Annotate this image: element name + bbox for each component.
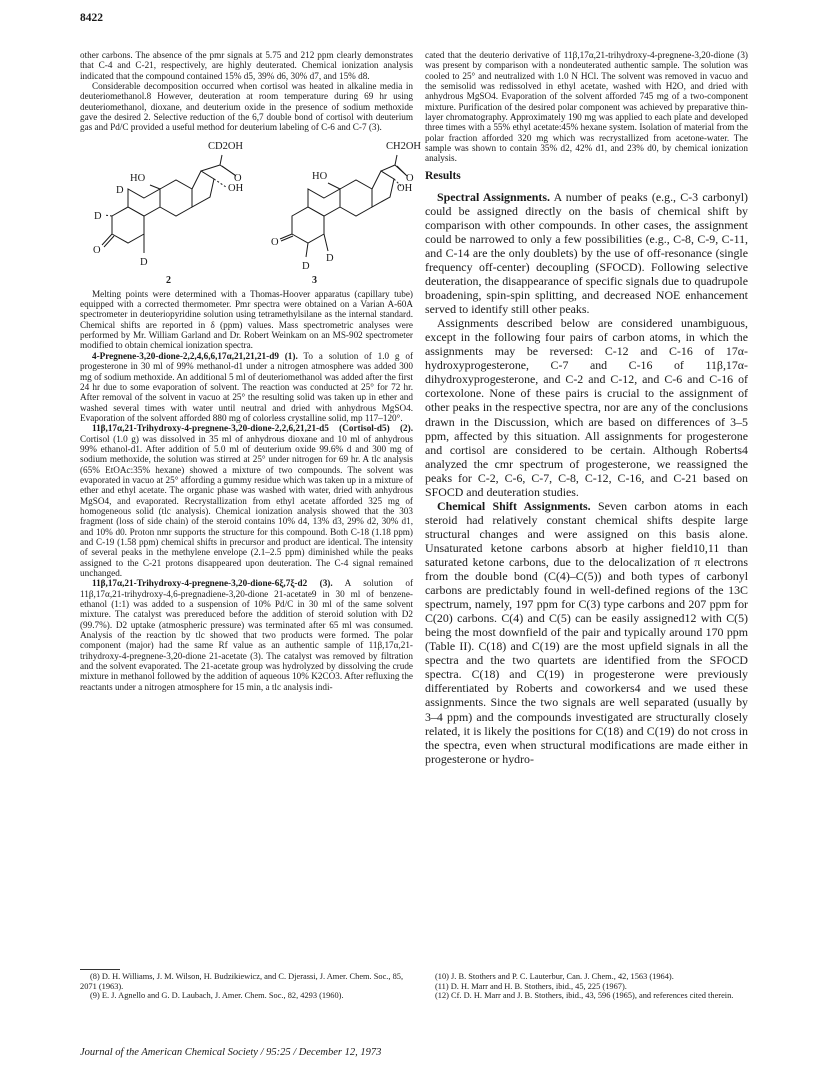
journal-footer: Journal of the American Chemical Society / 95:25 / December 12, 1973 (80, 1047, 382, 1058)
left-para-compound-2 (80, 423, 413, 578)
structure-3-oh-label: OH (397, 182, 413, 194)
compound-1-text: To a solution of 1.0 g of progesterone in 30 ml of 99% methanol-d1 under a nitrogen atmosphere was added 300 mg of sodium methoxide. An additional 5 ml of deuteriomethanol was added after the first 24 hr due to some evaporation of solvent. The reaction was conducted at 25° for 72 hr. After removal of the solvent in vacuo at 25° the resulting solid was taken up in ether and washed several times with water until neutral and dried with anhydrous MgSO4. Evaporation of the solvent afforded 880 mg of colorless crystalline solid, mp 117–120°. (80, 350, 414, 423)
structure-2-d-left-label: D (94, 210, 102, 222)
compound-3-text: A solution of 11β,17α,21-trihydroxy-4,6-pregnadiene-3,20-dione 21-acetate9 in 30 ml of benzene-ethanol (1:1) was added to a suspension of 10% Pd/C in 30 ml of the same solvent mixture. The catalyst was prereduced before the addition of steroid solution with D2 (99.7%). D2 uptake (atmospheric pressure) was terminated after 65 ml was consumed. Analysis of the reaction by tlc showed that two products were formed. The polar component (major) had the same Rf value as an authentic sample of 11β,17α,21-trihydroxy-4-pregnene-3,20-dione 21-acetate (3). The catalyst was removed by filtration and the solvent evaporated. The 21-acetate group was hydrolyzed by dissolving the crude mixture in methanol followed by the addition of aqueous 10% K2CO3. After refluxing the reactants under a nitrogen atmosphere for 15 min, a tlc analysis indi- (80, 578, 414, 692)
right-para-chemical-shift-assignments (425, 499, 748, 766)
right-column (425, 50, 748, 766)
structure-2-oh-label: OH (228, 182, 244, 194)
right-para-assignments-unambiguous: Assignments described below are considered unambiguous, except in the following four pairs of carbon atoms, in which the assignments may be reversed: C-12 and C-16 of 17α-hydroxyprogesterone, C-7 and C-16 of 11β,17α-dihydroxyprogesterone, and C-2 and C-12, and C-6 and C-16 of cortexolone. None of these pairs is crucial to the assignment of other peaks in the respective spectra, nor are any of the conclusions drawn in the Discussion, which are based on differences of 3–5 ppm, affected by this situation. All assignments for progesterone and cortisol are considered to be certain. Although Roberts4 analyzed the cmr spectrum of progesterone, we reassigned the peaks for C-2, C-6, C-7, C-8, C-12, C-16, and C-21 based on SFOCD and deuteration studies. (425, 316, 748, 499)
structure-2-d-bottom-label: D (140, 256, 148, 268)
structure-3-ring-c (340, 180, 372, 216)
compound-1-heading: 4-Pregnene-3,20-dione-2,2,4,6,6,17α,21,21,21-d9 (1). (92, 350, 298, 361)
spectral-assignments-text: A number of peaks (e.g., C-3 carbonyl) could be assigned directly on the basis of chemical shift by comparison with other compounds. In other cases, the assignment could be narrowed to only a few possibilities (e.g., C-8, C-9, C-11, and C-14 are the only doublets) by the use of off-resonance (single frequency off-center) decoupling (SFOCD). Following selective deuteration, the disappearance of specific signals due to quadrupole broadening, spin-spin splitting, and decreased NOE enhancement served to identify still other peaks. (425, 189, 748, 317)
footnote-10: (10) J. B. Stothers and P. C. Lauterbur, Can. J. Chem., 42, 1563 (1964). (435, 972, 674, 981)
right-para-continuation: cated that the deuterio derivative of 11β,17α,21-trihydroxy-4-pregnene-3,20-dione (3) was present by comparison with a nondeuterated authentic sample. The solution was cooled to 25° and neutralized with 1.0 N HCl. The solvent was removed in vacuo and the semisolid was redissolved in ethyl acetate, washed with H2O, and dried with anhydrous MgSO4. Evaporation of the solvent afforded 745 mg of a two-component mixture. Purification of the desired polar component was achieved by preparative thin-layer chromatography. Approximately 190 mg was applied to each plate and developed three times with a 55% ethyl acetate:45% hexane system. Isolation of material from the polar fraction afforded 320 mg which was recrystallized from acetone-water. The sample was shown to contain 35% d2, 42% d1, and 23% d0, by chemical ionization analysis. (425, 50, 748, 164)
left-para-compound-1 (80, 351, 413, 423)
page-number: 8422 (80, 12, 103, 24)
left-para-methods: Melting points were determined with a Thomas-Hoover apparatus (capillary tube) equipped with a corrected thermometer. Pmr spectra were obtained on a Varian A-60A spectrometer in deuteriopyridine solution using tetramethylsilane as the internal standard. Chemical shifts are reported in δ (ppm) values. Mass spectrometric analyses were performed by Mr. William Garland and Dr. Robert Weinkam on an MS-902 spectrometer modified to obtain chemical ionization spectra. (80, 288, 413, 351)
spectral-assignments-heading: Spectral Assignments. (437, 189, 550, 204)
footnote-rule (80, 969, 120, 970)
structure-2-ring-b (128, 189, 160, 216)
chemical-shift-text: Seven carbon atoms in each steroid had relatively constant chemical shifts despite large structural changes and were assigned on this basis alone. Unsaturated ketone carbons absorb at higher field10,11 than saturated ketone carbons, due to the delocalization of π electrons from the double bond (C(4)–C(5)) and both types of carbonyl carbons are predictably found in well-defined regions of the 13C spectrum, namely, 197 ppm for C(3) type carbons and 207 ppm for C(20) carbons. C(4) and C(5) can be easily assigned12 with C(5) being the most downfield of the pair and typically around 170 ppm (Table II). C(18) and C(19) are the most upfield signals in all the spectra and the two quartets are identified from the SFOCD spectra. C(18) and C(19) in progesterone were previously differentiated by Roberts and coworkers4 and we used these assignments. Since the two signals are well separated (usually by 3–4 ppm) and the compounds investigated are structurally closely related, it is likely the positions for C(18) and C(19) do not cross in the spectra, even when structural modifications are made either in progesterone or hydro- (425, 498, 748, 766)
left-para-continuation: other carbons. The absence of the pmr signals at 5.75 and 212 ppm clearly demonstrates that C-4 and C-21, respectively, are highly deuterated. Chemical ionization analysis indicated that the compound contained 15% d5, 39% d6, 30% d7, and 15% d8. (80, 50, 413, 81)
structure-3-side-chain-label: CH2OH (386, 140, 422, 152)
results-heading: Results (425, 169, 461, 182)
left-para-cortisol-deuteration: Considerable decomposition occurred when cortisol was heated in alkaline media in deuteriomethanol.8 However, deuteration at room temperature during 69 hr using deuteriomethanol, dioxane, and deuterium oxide in the presence of sodium methoxide gave the desired 2. Selective reduction of the 6,7 double bond of cortisol with deuterium gas and Pd/C provided a useful method for deuterium labeling of C-6 and C-7 (3). (80, 81, 413, 133)
left-column (80, 50, 422, 692)
structure-2-ring-c (160, 180, 192, 216)
structure-2-keto-label: O (234, 172, 242, 184)
structure-2-ring-a (112, 207, 144, 243)
right-para-spectral-assignments (425, 190, 748, 316)
structure-3-d-left-label: D (302, 260, 310, 272)
structure-3-ring-b (308, 189, 340, 216)
structure-3-d-right-label: D (326, 252, 334, 264)
compound-3-heading: 11β,17α,21-Trihydroxy-4-pregnene-3,20-dione-6ξ,7ξ-d2 (3). (92, 578, 333, 589)
footnote-11: (11) D. H. Marr and H. B. Stothers, ibid., 45, 225 (1967). (435, 981, 627, 991)
structure-2-ring-d (192, 171, 214, 207)
footnote-9: (9) E. J. Agnello and G. D. Laubach, J. Amer. Chem. Soc., 82, 4293 (1960). (90, 991, 344, 1001)
structure-2-ho-label: HO (130, 172, 146, 184)
structure-3-ring-d (372, 171, 394, 207)
footnotes-right (425, 972, 748, 1001)
footnote-8: (8) D. H. Williams, J. M. Wilson, H. Budzikiewicz, and C. Djerassi, J. Amer. Chem. Soc., 85, 2071 (1963). (80, 972, 404, 991)
steroid-structures-figure (80, 135, 422, 286)
compound-2-heading: 11β,17α,21-Trihydroxy-4-pregnene-3,20-dione-2,2,6,21,21-d5 (Cortisol-d5) (2). (92, 423, 413, 434)
structure-2-side-chain-label: CD2OH (208, 140, 244, 152)
structure-3-number: 3 (312, 274, 317, 286)
structure-2-ring-o-label: O (93, 244, 101, 256)
structure-3-keto-label: O (406, 172, 414, 184)
structure-3-ring-a (292, 207, 324, 243)
footnote-12: (12) Cf. D. H. Marr and J. B. Stothers, ibid., 43, 596 (1965), and references cited therein. (435, 991, 734, 1001)
chemical-shift-heading: Chemical Shift Assignments. (437, 498, 591, 513)
footnotes-left (80, 972, 413, 1001)
left-para-compound-3 (80, 578, 413, 692)
steroid-structures-svg (80, 135, 422, 286)
structure-2-number: 2 (166, 274, 171, 286)
structure-3-ho-label: HO (312, 170, 328, 182)
structure-2-d-upper-label: D (116, 184, 124, 196)
compound-2-text: Cortisol (1.0 g) was dissolved in 35 ml of anhydrous dioxane and 10 ml of anhydrous 99% ethanol-d1. After addition of 5.0 ml of deuterium oxide 99.6% d and 300 mg of sodium methoxide, the solution was stirred at 25° under nitrogen for 69 hr. A tlc analysis (65% EtOAc:35% hexane) showed a mixture of two compounds. The solvent was evaporated in vacuo at 25° affording a gummy residue which was taken up in a mixture of ether and ethyl acetate. The organic phase was washed with water, dried with anhydrous MgSO4, and evaporated. Recrystallization from ethyl acetate afforded 325 mg of homogeneous solid (tlc analysis). Chemical ionization analysis showed that the 303 fragment (loss of side chain) of the steroid contains 10% d4, 13% d3, 29% d2, 30% d1, and 10% d0. Proton nmr supports the structure for this compound. Both C-18 (1.18 ppm) and C-19 (1.58 ppm) chemical shifts in precursor and product are identical. The intensity of several peaks in the methylene envelope (2.1–2.5 ppm) diminished while the peaks assigned to the C-21 protons disappeared upon deuteration. The C-4 signal remained unchanged. (80, 433, 413, 579)
structure-3-ring-o-label: O (271, 236, 279, 248)
